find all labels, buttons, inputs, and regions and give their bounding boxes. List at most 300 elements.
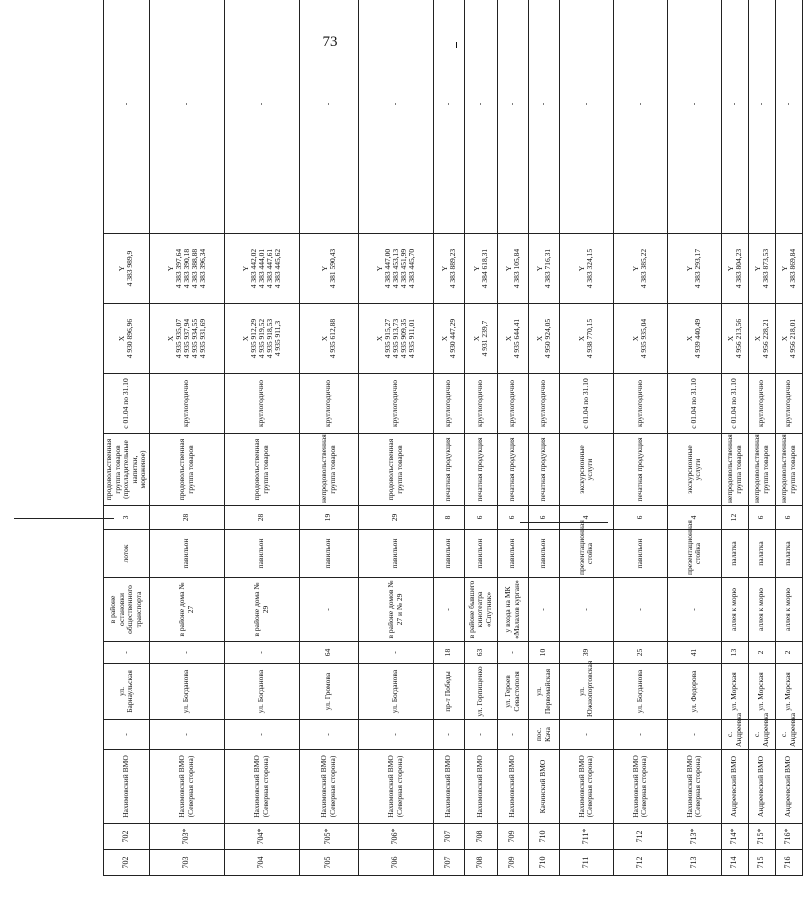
x-axis-label: X (752, 335, 762, 342)
x-coordinate-cell (149, 304, 224, 374)
street-cell: ул. Богданова (613, 664, 667, 720)
registry-number-cell: 706* (358, 824, 433, 850)
extra-cell: - (224, 0, 299, 234)
table-row (358, 0, 433, 876)
registry-number-cell: 714* (721, 824, 748, 850)
x-coordinate-value: 4 935 934,55 (189, 318, 199, 359)
settlement-cell: - (667, 720, 721, 750)
y-axis-label: Y (319, 265, 329, 272)
row-number-cell: 703 (149, 850, 224, 876)
x-coordinate-value: 4 935 644,41 (511, 318, 521, 359)
x-coordinate-value: 4 930 447,29 (447, 318, 457, 359)
object-type-cell: павильон (224, 530, 299, 578)
landmark-cell: в районе дома № 29 (224, 578, 299, 642)
extra-cell: - (613, 0, 667, 234)
registry-number-cell: 715* (748, 824, 775, 850)
house-cell: 2 (748, 642, 775, 664)
period-cell: круглогодично (497, 374, 528, 434)
x-coordinate-value: 4 935 909,35 (398, 318, 408, 359)
house-cell: 18 (433, 642, 464, 664)
row-number-cell: 709 (497, 850, 528, 876)
extra-cell: - (748, 0, 775, 234)
y-axis-label: Y (534, 265, 544, 272)
district-cell: Нахимовский ВМО (Северная сторона) (358, 750, 433, 824)
placement-table (103, 0, 803, 876)
y-coordinate-value: 4 383 293,17 (693, 248, 702, 289)
y-axis-label: Y (165, 265, 175, 272)
area-cell: 12 (721, 506, 748, 530)
x-axis-label: X (165, 335, 175, 342)
y-axis-label: Y (471, 265, 481, 272)
specialization-cell: экскурсионные услуги (559, 434, 613, 506)
registry-number-cell: 713* (667, 824, 721, 850)
district-cell: Андреевский ВМО (721, 750, 748, 824)
area-cell: 6 (775, 506, 802, 530)
specialization-cell: печатная продукция (528, 434, 559, 506)
street-cell: ул. Морская (721, 664, 748, 720)
house-cell: 39 (559, 642, 613, 664)
y-axis-label: Y (374, 265, 384, 272)
x-coordinate-cell (613, 304, 667, 374)
extra-cell: - (299, 0, 358, 234)
landmark-cell: у входа на МК «Малахов курган» (497, 578, 528, 642)
x-coordinate-cell (748, 304, 775, 374)
extra-cell: - (497, 0, 528, 234)
row-number-cell: 710 (528, 850, 559, 876)
x-coordinate-value: 4 935 912,29 (248, 318, 258, 359)
y-coordinate-cell (358, 234, 433, 304)
street-cell: ул. Южнопортовская (559, 664, 613, 720)
specialization-cell: экскурсионные услуги (667, 434, 721, 506)
y-coordinate-cell (775, 234, 802, 304)
x-coordinate-value: 4 935 931,69 (197, 318, 207, 359)
specialization-cell: продовольственная группа товаров (358, 434, 433, 506)
area-cell: 3 (104, 506, 150, 530)
y-coordinate-cell (748, 234, 775, 304)
y-coordinate-value: 4 383 869,84 (787, 248, 797, 289)
street-cell: ул. Героев Севастополя (497, 664, 528, 720)
object-type-cell: лоток (104, 530, 150, 578)
settlement-cell: - (224, 720, 299, 750)
y-coordinate-value: 4 383 453,13 (390, 248, 400, 289)
y-coordinate-value: 4 383 447,00 (382, 248, 392, 289)
area-cell: 6 (613, 506, 667, 530)
y-coordinate-value: 4 383 324,15 (585, 248, 594, 289)
settlement-cell: с. Андреевка (775, 720, 802, 750)
y-coordinate-value: 4 383 385,22 (639, 248, 648, 289)
table-row (559, 0, 613, 876)
specialization-cell: продовольственная группа товаров (прохладительные напитки, мороженое) (104, 434, 150, 506)
street-cell: ул. Богданова (224, 664, 299, 720)
x-coordinate-cell (497, 304, 528, 374)
x-coordinate-cell (721, 304, 748, 374)
settlement-cell: - (497, 720, 528, 750)
street-cell: ул. Громова (299, 664, 358, 720)
y-axis-label: Y (631, 265, 640, 272)
period-cell: круглогодично (613, 374, 667, 434)
x-coordinate-cell (224, 304, 299, 374)
district-cell: Нахимовский ВМО (497, 750, 528, 824)
y-coordinate-value: 4 383 873,53 (760, 248, 770, 289)
district-cell: Нахимовский ВМО (Северная сторона) (299, 750, 358, 824)
area-cell: 19 (299, 506, 358, 530)
object-type-cell: павильон (497, 530, 528, 578)
object-type-cell: павильон (299, 530, 358, 578)
x-coordinate-value: 4 935 612,88 (327, 318, 337, 359)
x-coordinate-value: 4 935 935,07 (173, 318, 183, 359)
object-type-cell: палатка (721, 530, 748, 578)
house-cell: 64 (299, 642, 358, 664)
object-type-cell: павильон (433, 530, 464, 578)
period-cell: круглогодично (358, 374, 433, 434)
settlement-cell: с. Андреевка (748, 720, 775, 750)
district-cell: Нахимовский ВМО (104, 750, 150, 824)
specialization-cell: непродовольственная группа товаров (748, 434, 775, 506)
specialization-cell: непродовольственная группа товаров (775, 434, 802, 506)
house-cell: 10 (528, 642, 559, 664)
settlement-cell: - (559, 720, 613, 750)
row-number-cell: 704 (224, 850, 299, 876)
extra-cell: - (667, 0, 721, 234)
period-cell: с 01.04 по 31.10 (104, 374, 150, 434)
x-coordinate-cell (667, 304, 721, 374)
y-coordinate-cell (667, 234, 721, 304)
y-coordinate-value: 4 383 396,34 (197, 248, 207, 289)
specialization-cell: непродовольственная группа товаров (721, 434, 748, 506)
y-coordinate-value: 4 381 590,43 (327, 248, 337, 289)
object-type-cell: павильон (613, 530, 667, 578)
y-coordinate-cell (224, 234, 299, 304)
row-number-cell: 705 (299, 850, 358, 876)
y-coordinate-value: 4 383 451,99 (398, 248, 408, 289)
period-cell: круглогодично (464, 374, 497, 434)
period-cell: с 01.04 по 31.10 (559, 374, 613, 434)
street-cell: пр-т Победы (433, 664, 464, 720)
landmark-cell: - (667, 578, 721, 642)
row-number-cell: 715 (748, 850, 775, 876)
street-cell: ул. Барнаульская (104, 664, 150, 720)
row-number-cell: 714 (721, 850, 748, 876)
x-axis-label: X (577, 335, 586, 342)
landmark-cell: - (528, 578, 559, 642)
table-row (104, 0, 150, 876)
y-coordinate-value: 4 383 804,23 (733, 248, 743, 289)
x-axis-label: X (374, 335, 384, 342)
x-axis-label: X (503, 335, 513, 342)
registry-number-cell: 708 (464, 824, 497, 850)
period-cell: круглогодично (775, 374, 802, 434)
area-cell: 4 (559, 506, 613, 530)
table-row (667, 0, 721, 876)
specialization-cell: печатная продукция (613, 434, 667, 506)
row-number-cell: 711 (559, 850, 613, 876)
settlement-cell: - (299, 720, 358, 750)
object-type-cell: павильон (358, 530, 433, 578)
y-coordinate-value: 4 384 618,31 (479, 248, 489, 289)
street-cell: ул. Богданова (358, 664, 433, 720)
house-cell: 41 (667, 642, 721, 664)
y-coordinate-value: 4 383 390,18 (181, 248, 191, 289)
district-cell: Нахимовский ВМО (Северная сторона) (613, 750, 667, 824)
y-axis-label: Y (240, 265, 250, 272)
table-row (528, 0, 559, 876)
house-cell: 2 (775, 642, 802, 664)
x-coordinate-value: 4 956 228,21 (760, 318, 770, 359)
registry-number-cell: 709 (497, 824, 528, 850)
area-cell: 6 (464, 506, 497, 530)
y-axis-label: Y (117, 265, 127, 272)
registry-number-cell: 712 (613, 824, 667, 850)
x-coordinate-cell (358, 304, 433, 374)
house-cell: - (224, 642, 299, 664)
x-axis-label: X (534, 335, 544, 342)
y-axis-label: Y (503, 265, 513, 272)
y-axis-label: Y (577, 265, 586, 272)
extra-cell: - (149, 0, 224, 234)
x-coordinate-value: 4 950 924,05 (542, 318, 552, 359)
house-cell: 63 (464, 642, 497, 664)
table-frame (103, 55, 797, 876)
row-number-cell: 706 (358, 850, 433, 876)
landmark-cell: в районе бывшего кинотеатра «Спутник» (464, 578, 497, 642)
y-coordinate-value: 4 383 388,88 (189, 248, 199, 289)
x-axis-label: X (439, 335, 449, 342)
page-number: 73 (322, 34, 338, 50)
period-cell: круглогодично (433, 374, 464, 434)
y-coordinate-cell (497, 234, 528, 304)
y-coordinate-cell (149, 234, 224, 304)
y-coordinate-value: 4 383 105,84 (511, 248, 521, 289)
specialization-cell: печатная продукция (464, 434, 497, 506)
registry-number-cell: 707 (433, 824, 464, 850)
specialization-cell: продовольственная группа товаров (224, 434, 299, 506)
x-coordinate-cell (528, 304, 559, 374)
registry-number-cell: 716* (775, 824, 802, 850)
x-axis-label: X (471, 335, 481, 342)
area-cell: 4 (667, 506, 721, 530)
object-type-cell: презентационная стойка (559, 530, 613, 578)
street-cell: ул. Горпищенко (464, 664, 497, 720)
area-cell: 6 (528, 506, 559, 530)
settlement-cell: - (433, 720, 464, 750)
x-coordinate-cell (775, 304, 802, 374)
specialization-cell: печатная продукция (433, 434, 464, 506)
table-row (775, 0, 802, 876)
specialization-cell: печатная продукция (497, 434, 528, 506)
settlement-cell: - (104, 720, 150, 750)
period-cell: круглогодично (149, 374, 224, 434)
landmark-cell: - (559, 578, 613, 642)
y-coordinate-cell (559, 234, 613, 304)
registry-number-cell: 703* (149, 824, 224, 850)
x-coordinate-value: 4 935 919,52 (256, 318, 266, 359)
x-coordinate-value: 4 935 918,53 (264, 318, 274, 359)
settlement-cell: - (464, 720, 497, 750)
x-axis-label: X (319, 335, 329, 342)
object-type-cell: презентационная стойка (667, 530, 721, 578)
table-row (149, 0, 224, 876)
district-cell: Нахимовский ВМО (433, 750, 464, 824)
house-cell: - (358, 642, 433, 664)
landmark-cell: - (299, 578, 358, 642)
object-type-cell: павильон (149, 530, 224, 578)
house-cell: 13 (721, 642, 748, 664)
registry-number-cell: 702 (104, 824, 150, 850)
street-cell: ул. Богданова (149, 664, 224, 720)
district-cell: Андреевский ВМО (775, 750, 802, 824)
row-number-cell: 707 (433, 850, 464, 876)
specialization-cell: продовольственная группа товаров (149, 434, 224, 506)
table-row (224, 0, 299, 876)
x-coordinate-value: 4 939 440,49 (693, 318, 702, 359)
period-cell: круглогодично (528, 374, 559, 434)
period-cell: круглогодично (224, 374, 299, 434)
y-coordinate-cell (104, 234, 150, 304)
landmark-cell: в районе остановки общественного транспорта (104, 578, 150, 642)
table-row (748, 0, 775, 876)
y-coordinate-cell (299, 234, 358, 304)
period-cell: с 01.04 по 31.10 (667, 374, 721, 434)
object-type-cell: палатка (775, 530, 802, 578)
y-coordinate-value: 4 383 989,9 (125, 250, 135, 287)
landmark-cell: - (613, 578, 667, 642)
landmark-cell: аллея к морю (748, 578, 775, 642)
registry-number-cell: 711* (559, 824, 613, 850)
scan-dash-left (14, 518, 114, 519)
x-axis-label: X (240, 335, 250, 342)
y-coordinate-value: 4 383 445,70 (406, 248, 416, 289)
row-number-cell: 702 (104, 850, 150, 876)
row-number-cell: 713 (667, 850, 721, 876)
settlement-cell: - (149, 720, 224, 750)
extra-cell: - (775, 0, 802, 234)
x-coordinate-cell (299, 304, 358, 374)
period-cell: с 01.04 по 31.10 (721, 374, 748, 434)
y-axis-label: Y (752, 265, 762, 272)
landmark-cell: аллея к морю (775, 578, 802, 642)
y-axis-label: Y (725, 265, 735, 272)
x-coordinate-value: 4 931 239,7 (479, 320, 489, 357)
x-coordinate-cell (559, 304, 613, 374)
table-row (433, 0, 464, 876)
y-axis-label: Y (779, 265, 789, 272)
x-axis-label: X (725, 335, 735, 342)
x-axis-label: X (685, 335, 694, 342)
area-cell: 6 (497, 506, 528, 530)
x-coordinate-value: 4 938 770,15 (585, 318, 594, 359)
settlement-cell: - (358, 720, 433, 750)
table-row (299, 0, 358, 876)
object-type-cell: палатка (748, 530, 775, 578)
extra-cell: - (559, 0, 613, 234)
y-coordinate-value: 4 383 442,02 (248, 248, 258, 289)
settlement-cell: - (613, 720, 667, 750)
y-axis-label: Y (685, 265, 694, 272)
x-axis-label: X (117, 335, 127, 342)
table-row (464, 0, 497, 876)
district-cell: Нахимовский ВМО (Северная сторона) (149, 750, 224, 824)
street-cell: ул. Морская (748, 664, 775, 720)
district-cell: Нахимовский ВМО (Северная сторона) (667, 750, 721, 824)
landmark-cell: - (433, 578, 464, 642)
district-cell: Нахимовский ВМО (Северная сторона) (559, 750, 613, 824)
y-coordinate-cell (721, 234, 748, 304)
x-axis-label: X (631, 335, 640, 342)
extra-cell: - (464, 0, 497, 234)
landmark-cell: в районе домов № 27 и № 29 (358, 578, 433, 642)
y-axis-label: Y (439, 265, 449, 272)
extra-cell: - (433, 0, 464, 234)
street-cell: ул. Федорова (667, 664, 721, 720)
extra-cell: - (358, 0, 433, 234)
house-cell: - (149, 642, 224, 664)
table-row (721, 0, 748, 876)
y-coordinate-cell (464, 234, 497, 304)
x-coordinate-value: 4 935 911,3 (272, 320, 282, 357)
district-cell: Качинский ВМО (528, 750, 559, 824)
district-cell: Нахимовский ВМО (464, 750, 497, 824)
street-cell: ул. Первомайская (528, 664, 559, 720)
house-cell: - (497, 642, 528, 664)
area-cell: 28 (224, 506, 299, 530)
y-coordinate-value: 4 383 716,31 (542, 248, 552, 289)
y-coordinate-value: 4 383 444,01 (256, 248, 266, 289)
extra-cell: - (721, 0, 748, 234)
table-row (613, 0, 667, 876)
y-coordinate-value: 4 383 397,64 (173, 248, 183, 289)
x-coordinate-value: 4 935 911,01 (406, 318, 416, 359)
extra-cell: - (104, 0, 150, 234)
x-coordinate-cell (464, 304, 497, 374)
x-coordinate-value: 4 956 218,01 (787, 318, 797, 359)
landmark-cell: аллея к морю (721, 578, 748, 642)
x-axis-label: X (779, 335, 789, 342)
registry-number-cell: 705* (299, 824, 358, 850)
object-type-cell: павильон (528, 530, 559, 578)
settlement-cell: пос. Кача (528, 720, 559, 750)
y-coordinate-cell (433, 234, 464, 304)
area-cell: 29 (358, 506, 433, 530)
row-number-cell: 716 (775, 850, 802, 876)
row-number-cell: 708 (464, 850, 497, 876)
table-row (497, 0, 528, 876)
period-cell: круглогодично (299, 374, 358, 434)
y-coordinate-value: 4 383 889,23 (447, 248, 457, 289)
y-coordinate-value: 4 383 445,62 (272, 248, 282, 289)
object-type-cell: павильон (464, 530, 497, 578)
area-cell: 8 (433, 506, 464, 530)
x-coordinate-value: 4 930 896,96 (125, 318, 135, 359)
area-cell: 28 (149, 506, 224, 530)
area-cell: 6 (748, 506, 775, 530)
settlement-cell: с. Андреевка (721, 720, 748, 750)
house-cell: 25 (613, 642, 667, 664)
specialization-cell: непродовольственная группа товаров (299, 434, 358, 506)
registry-number-cell: 710 (528, 824, 559, 850)
x-coordinate-value: 4 935 935,04 (639, 318, 648, 359)
district-cell: Андреевский ВМО (748, 750, 775, 824)
y-coordinate-value: 4 383 447,61 (264, 248, 274, 289)
row-number-cell: 712 (613, 850, 667, 876)
x-coordinate-value: 4 935 937,94 (181, 318, 191, 359)
extra-cell: - (528, 0, 559, 234)
district-cell: Нахимовский ВМО (Северная сторона) (224, 750, 299, 824)
x-coordinate-value: 4 935 913,73 (390, 318, 400, 359)
registry-number-cell: 704* (224, 824, 299, 850)
landmark-cell: в районе дома № 27 (149, 578, 224, 642)
x-coordinate-cell (433, 304, 464, 374)
period-cell: круглогодично (748, 374, 775, 434)
